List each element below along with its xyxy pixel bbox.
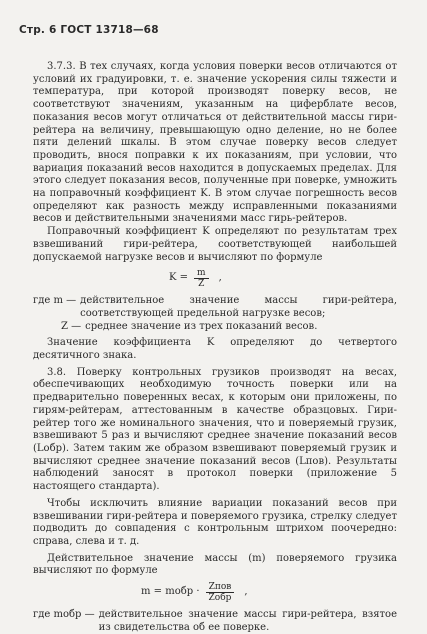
definition-z-text: среднее значение из трех показаний весов. (85, 320, 318, 332)
formula-k-definitions (33, 295, 397, 333)
formula-k-lhs: K = (169, 272, 189, 284)
paragraph-correction-coefficient: Поправочный коэффициент K определяют по результатам трех взвешиваний гири-рейтера, соответствующей наибольшей допускаемой нагрузке весов и вычисляют по формуле (33, 226, 397, 263)
formula-m-definitions (33, 609, 397, 634)
formula-k-comma: , (218, 272, 222, 284)
formula-k-fraction (194, 268, 209, 289)
paragraph-3-8: 3.8. Поверку контрольных грузиков производят на весах, обеспечивающих необходимую точность поверки или на предварительно поверенных весах, к которым они приложены, по гирям-рейтерам, аттестованным в качестве образцовых. Гири-рейтер того же номинального значения, что и поверяемый грузик, взвешивают 5 раз и вычисляют среднее значение показаний весов (Lобр). Затем таким же образом взвешивают поверяемый грузик и вычисляют среднее значение показаний весов (Lпов). Результаты наблюдений заносят в протокол поверки (приложение 5 настоящего стандарта). (33, 366, 397, 493)
formula-m-lhs: m = mобр · (141, 586, 200, 598)
definition-z (33, 321, 397, 334)
formula-m-numerator: Zпов (206, 582, 235, 593)
definition-m-text: действительное значение массы гири-рейтера, соответствующей предельной нагрузке весов; (80, 295, 397, 319)
paragraph-actual-mass: Действительное значение массы (m) поверяемого грузика вычисляют по формуле (33, 552, 397, 577)
page-header: Стр. 6 ГОСТ 13718—68 (19, 24, 159, 36)
paragraph-3-7-3: 3.7.3. В тех случаях, когда условия поверки весов отличаются от условий их градуировки, т. е. значение ускорения силы тяжести и температура, при которой производят поверку весов, не соответствуют значениям, указанным на циферблате весов, показания весов могут отличаться от действительной массы гири-рейтера на величину, превышающую одно деление, но не более пяти делений шкалы. В этом случае поверку весов следует проводить, внося поправки к их показаниям, при условии, что вариация показаний весов находится в допускаемых пределах. Для этого следует показания весов, полученные при поверке, умножить на поправочный коэффициент K. В этом случае погрешность весов определяют как разность между исправленными показаниями весов и действительными значениями масс гирь-рейтеров. (33, 61, 397, 225)
definition-m-obr-symbol: где mобр — (33, 609, 95, 621)
formula-m (33, 582, 397, 603)
formula-k-denominator: Z (198, 279, 205, 290)
formula-k-numerator: m (194, 268, 209, 279)
definition-m (33, 295, 397, 320)
document-body (33, 61, 397, 634)
paragraph-k-precision: Значение коэффициента K определяют до четвертого десятичного знака. (33, 337, 397, 362)
formula-k (33, 268, 397, 289)
definition-m-symbol: где m — (33, 295, 77, 307)
formula-m-fraction (206, 582, 235, 603)
definition-m-obr-text: действительное значение массы гири-рейтера, взятое из свидетельства об ее поверке. (98, 609, 397, 633)
formula-m-comma: , (244, 586, 248, 598)
definition-m-obr (33, 609, 397, 634)
paragraph-variation: Чтобы исключить влияние вариации показаний весов при взвешивании гири-рейтера и поверяемого грузика, стрелку следует подводить до совпадения с контрольным штрихом поочередно: справа, слева и т. д. (33, 497, 397, 547)
definition-z-symbol: Z — (61, 320, 82, 332)
formula-m-denominator: Zобр (208, 593, 232, 604)
